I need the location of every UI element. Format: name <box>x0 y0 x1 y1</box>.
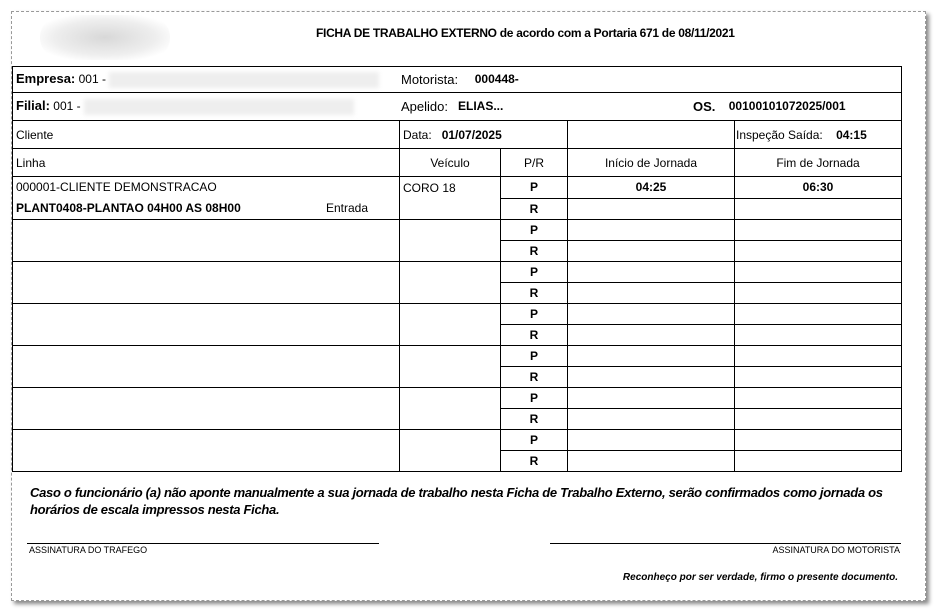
cliente-row <box>13 121 902 149</box>
pr-p-cell: P <box>501 177 568 199</box>
inicio-jornada-p <box>568 346 735 367</box>
col-fim: Fim de Jornada <box>735 149 902 177</box>
page-title <box>316 26 735 40</box>
block-row-p <box>13 177 902 199</box>
fim-jornada-r <box>735 409 902 430</box>
fim-jornada-p <box>735 346 902 367</box>
block-row-p <box>13 346 902 367</box>
signature-motorista-label: ASSINATURA DO MOTORISTA <box>772 545 900 555</box>
title-rest: de acordo com a Portaria 671 de 08/11/2021 <box>496 26 735 40</box>
pr-p-cell: P <box>501 430 568 451</box>
linha-tipo: Entrada <box>325 201 368 215</box>
linha-cell <box>13 430 400 472</box>
redacted-filial <box>84 99 354 115</box>
apelido-label: Apelido: <box>401 98 448 114</box>
fim-jornada-r <box>735 367 902 388</box>
pr-r-cell: R <box>501 283 568 304</box>
empresa-row <box>13 67 902 93</box>
inicio-jornada-r <box>568 325 735 346</box>
fim-jornada-r <box>735 241 902 262</box>
apelido-value: ELIAS... <box>458 99 504 114</box>
inicio-jornada-p <box>568 304 735 325</box>
pr-r-cell: R <box>501 325 568 346</box>
inicio-jornada-r <box>568 451 735 472</box>
filial-value: 001 - <box>53 99 81 114</box>
linha-cell <box>13 388 400 430</box>
fim-jornada-p <box>735 220 902 241</box>
linha-cell <box>13 304 400 346</box>
col-inicio: Início de Jornada <box>568 149 735 177</box>
pr-r-cell: R <box>501 451 568 472</box>
veiculo-cell <box>400 304 501 346</box>
linha-cliente: 000001-CLIENTE DEMONSTRACAO <box>16 180 217 194</box>
inspecao-value: 04:15 <box>836 127 867 142</box>
pr-r-cell: R <box>501 198 568 220</box>
fim-jornada-p <box>735 430 902 451</box>
block-row-p <box>13 430 902 451</box>
veiculo-cell: CORO 18 <box>400 177 501 220</box>
inicio-jornada-p <box>568 220 735 241</box>
linha-cell <box>13 220 400 262</box>
os-value: 00100101072025/001 <box>728 99 846 114</box>
filial-label: Filial: <box>16 98 50 114</box>
pr-r-cell: R <box>501 367 568 388</box>
inicio-jornada-r <box>568 409 735 430</box>
os-label: OS. <box>693 98 716 114</box>
veiculo-cell <box>400 220 501 262</box>
notice-text: Caso o funcionário (a) não aponte manualmente a sua jornada de trabalho nesta Ficha de Trabalho Externo, serão confirmados como jornada os horários de escala impressos nesta Ficha. <box>30 485 883 517</box>
col-pr: P/R <box>501 149 568 177</box>
company-logo-blurred <box>40 15 170 60</box>
motorista-value: 000448- <box>474 72 519 87</box>
column-header-row <box>13 149 902 177</box>
block-row-p <box>13 304 902 325</box>
footer-statement: Reconheço por ser verdade, firmo o presente documento. <box>622 572 898 583</box>
data-value: 01/07/2025 <box>441 127 502 142</box>
veiculo-cell <box>400 430 501 472</box>
work-sheet-table <box>12 66 902 472</box>
pr-p-cell: P <box>501 346 568 367</box>
empresa-label: Empresa: <box>16 71 76 87</box>
inicio-jornada-r <box>568 241 735 262</box>
title-bold: FICHA DE TRABALHO EXTERNO <box>316 26 497 40</box>
inicio-jornada-r <box>568 367 735 388</box>
cliente-label: Cliente <box>13 121 400 149</box>
pr-p-cell: P <box>501 220 568 241</box>
fim-jornada-r <box>735 325 902 346</box>
fim-jornada-r <box>735 283 902 304</box>
veiculo-cell <box>400 388 501 430</box>
inicio-jornada-p <box>568 430 735 451</box>
inicio-jornada-p: 04:25 <box>568 177 735 199</box>
empty-cell <box>568 121 735 149</box>
fim-jornada-r <box>735 451 902 472</box>
pr-p-cell: P <box>501 262 568 283</box>
data-label: Data: <box>403 127 432 142</box>
block-row-p <box>13 388 902 409</box>
block-row-p <box>13 262 902 283</box>
pr-r-cell: R <box>501 241 568 262</box>
inicio-jornada-p <box>568 262 735 283</box>
linha-cell <box>13 346 400 388</box>
signature-trafego-label: ASSINATURA DO TRAFEGO <box>29 545 148 555</box>
fim-jornada-p <box>735 304 902 325</box>
col-linha: Linha <box>13 149 400 177</box>
block-row-p <box>13 220 902 241</box>
veiculo-cell <box>400 346 501 388</box>
fim-jornada-r <box>735 198 902 220</box>
fim-jornada-p: 06:30 <box>735 177 902 199</box>
fim-jornada-p <box>735 388 902 409</box>
inicio-jornada-r <box>568 283 735 304</box>
signature-line-motorista <box>550 543 901 544</box>
linha-cell <box>13 177 400 220</box>
signature-line-trafego <box>27 543 379 544</box>
pr-p-cell: P <box>501 304 568 325</box>
motorista-label: Motorista: <box>401 71 459 87</box>
linha-escala: PLANT0408-PLANTAO 04H00 AS 08H00 <box>16 201 241 215</box>
filial-row <box>13 93 902 121</box>
veiculo-cell <box>400 262 501 304</box>
inspecao-label: Inspeção Saída: <box>736 127 823 142</box>
pr-p-cell: P <box>501 388 568 409</box>
col-veiculo: Veículo <box>400 149 501 177</box>
inicio-jornada-r <box>568 198 735 220</box>
linha-cell <box>13 262 400 304</box>
fim-jornada-p <box>735 262 902 283</box>
pr-r-cell: R <box>501 409 568 430</box>
empresa-value: 001 - <box>78 72 106 87</box>
redacted-empresa <box>109 72 379 88</box>
inicio-jornada-p <box>568 388 735 409</box>
